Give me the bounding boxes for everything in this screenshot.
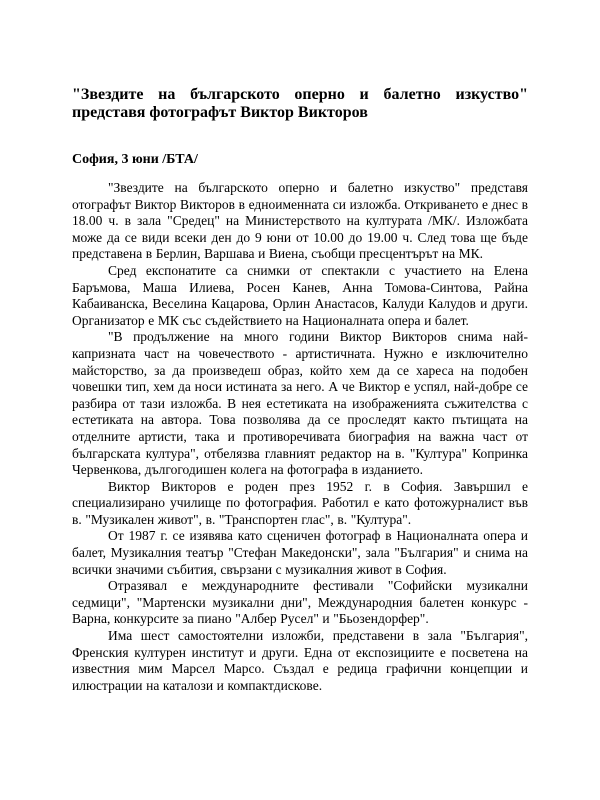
article-dateline: София, 3 юни /БТА/ xyxy=(72,152,198,167)
body-paragraph: "В продължение на много години Виктор Викторов снима най-капризната част на човечеството - артистичната. Нужно е изключително майсторство, за да произведеш образ, който хем да се хареса на подобен човешки тип, хем да носи истината за него. А че Виктор е успял, най-добре се разбира от тази изложба. В нея естетиката на изображенията съжителства с естетиката на автора. Това позволява да се проследят както пътищата на отделните артисти, така и противоречивата биография на важна част от българската култура", отбелязва главният редактор на в. "Култура" Копринка Червенкова, дългогодишен колега на фотографа в изданието. xyxy=(72,329,528,478)
body-paragraph: Сред експонатите са снимки от спектакли с участието на Елена Баръмова, Маша Илиева, Росен Канев, Анна Томова-Синтова, Райна Кабаиванска, Веселина Кацарова, Орлин Анастасов, Калуди Калудов и други. Организатор е МК със съдействието на Националната опера и балет. xyxy=(72,262,528,328)
article-headline: "Звездите на българското оперно и балетно изкуство" представя фотографът Виктор Викторов xyxy=(72,86,528,121)
article-body xyxy=(72,180,528,694)
body-paragraph: Отразявал е международните фестивали "Софийски музикални седмици", "Мартенски музикални дни", Международния балетен конкурс - Варна, конкурсите за пиано "Албер Русел" и "Бьозендорфер". xyxy=(72,578,528,627)
body-paragraph: Има шест самостоятелни изложби, представени в зала "България", Френския културен институт и други. Една от експозициите е посветена на известния мим Марсел Марсо. Създал е редица графични концепции и илюстрации на каталози и компактдискове. xyxy=(72,628,528,693)
body-paragraph: Виктор Викторов е роден през 1952 г. в София. Завършил е специализирано училище по фотография. Работил е като фотожурналист във в. "Музикален живот", в. "Транспортен глас", в. "Култура". xyxy=(72,478,528,527)
body-paragraph: "Звездите на българското оперно и балетно изкуство" представя отографът Виктор Викторов в едноименната си изложба. Откриването е днес в 18.00 ч. в зала "Средец" на Министерството на културата /МК/. Изложбата може да се види всеки ден до 9 юни от 10.00 до 19.00 ч. След това ще бъде представена в Берлин, Варшава и Виена, съобщи пресцентърът на МК. xyxy=(72,180,528,262)
body-paragraph: От 1987 г. се изявява като сценичен фотограф в Националната опера и балет, Музикалния театър "Стефан Македонски", зала "България" и снима на всички значими събития, свързани с музикалния живот в София. xyxy=(72,528,528,577)
